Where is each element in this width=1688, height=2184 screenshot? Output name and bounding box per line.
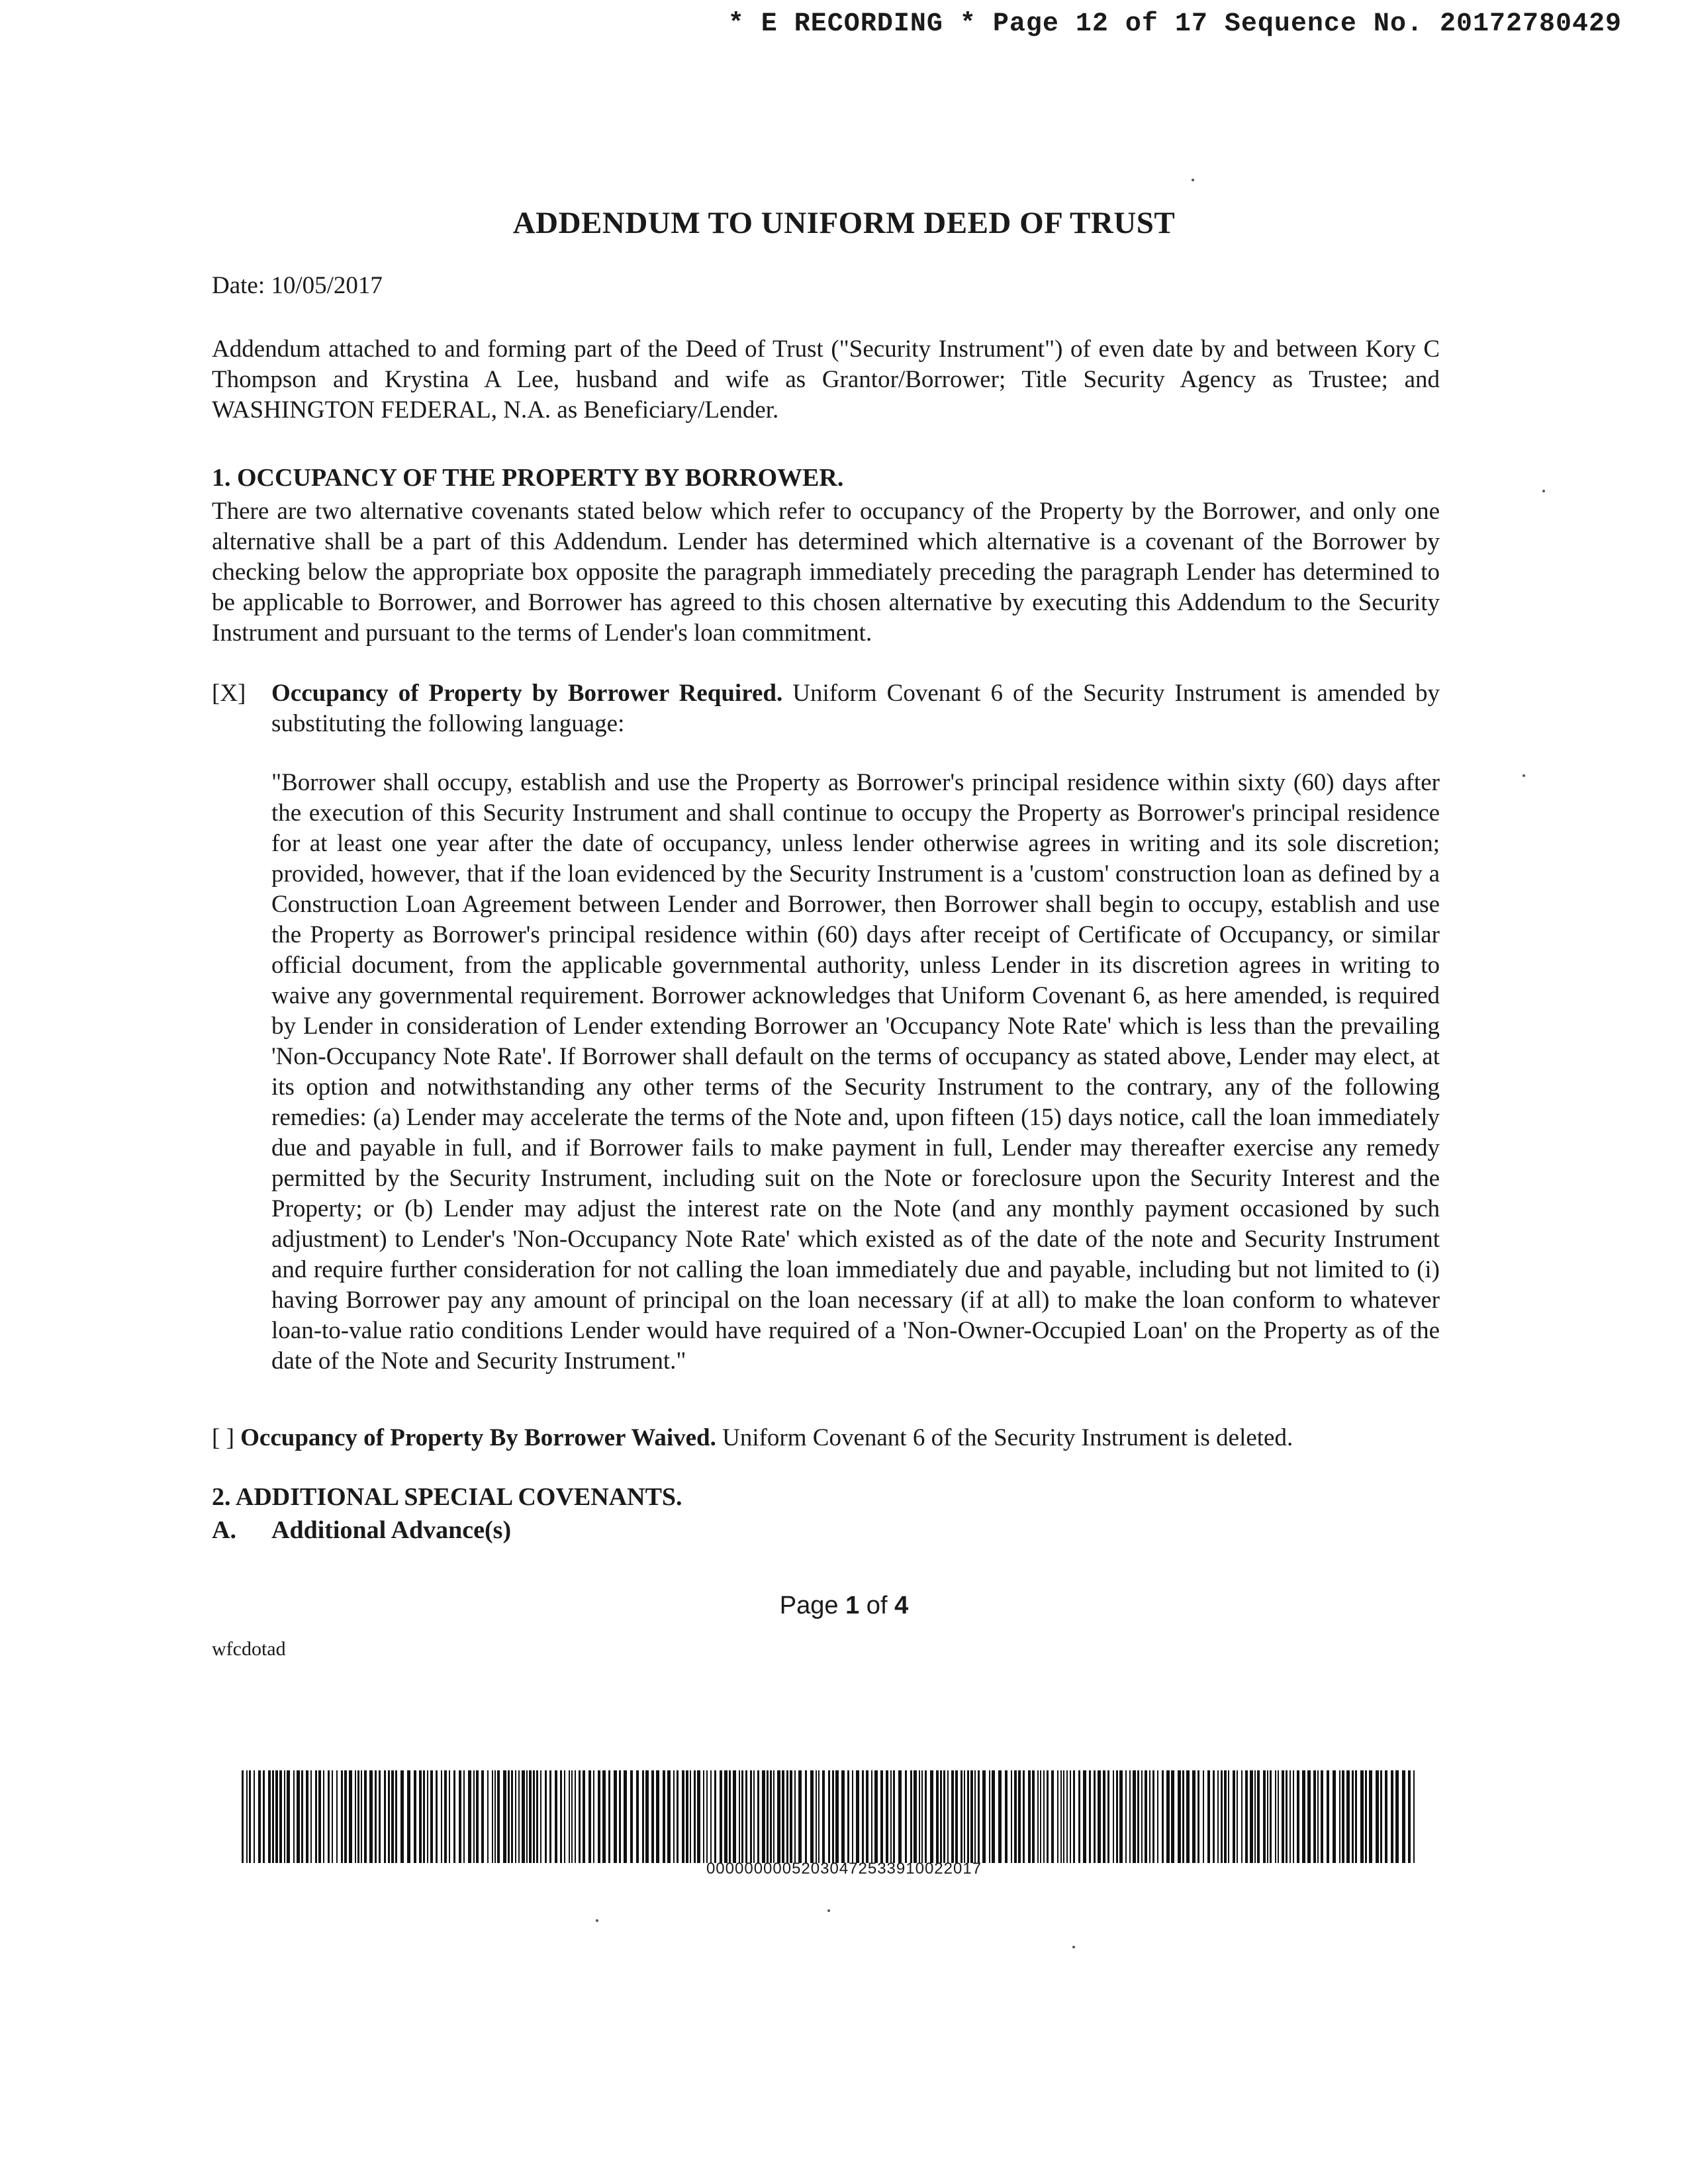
barcode-bar xyxy=(564,1770,565,1863)
barcode-bar xyxy=(602,1770,606,1863)
barcode-bar xyxy=(518,1770,520,1863)
barcode-bar xyxy=(540,1770,541,1863)
barcode-bar xyxy=(745,1770,747,1863)
barcode-bar xyxy=(357,1770,359,1863)
barcode-bar xyxy=(579,1770,581,1863)
barcode-bar xyxy=(1391,1770,1393,1863)
barcode-bar xyxy=(697,1770,700,1863)
barcode-bar xyxy=(310,1770,312,1863)
subsection-a-label: A. xyxy=(212,1516,236,1544)
barcode-bar xyxy=(407,1770,410,1863)
barcode-bar xyxy=(453,1770,455,1863)
barcode-bar xyxy=(1342,1770,1344,1863)
barcode-bar xyxy=(835,1770,839,1863)
barcode-bar xyxy=(805,1770,807,1863)
barcode-bar xyxy=(940,1770,942,1863)
barcode-bar xyxy=(1066,1770,1068,1863)
barcode-bar xyxy=(492,1770,493,1863)
barcode-bar xyxy=(1270,1770,1272,1863)
barcode-bar xyxy=(332,1770,333,1863)
barcode-bar xyxy=(816,1770,817,1863)
barcode-bar xyxy=(1408,1770,1411,1863)
barcode-bar xyxy=(1063,1770,1064,1863)
barcode-bar xyxy=(1317,1770,1319,1863)
barcode-bar xyxy=(444,1770,447,1863)
option-required-text xyxy=(271,678,1440,739)
barcode-bar xyxy=(720,1770,722,1863)
barcode-bar xyxy=(473,1770,475,1863)
barcode-bar xyxy=(522,1770,525,1863)
subsection-a xyxy=(212,1516,511,1545)
checkbox-waived-unchecked: [ ] xyxy=(212,1424,234,1451)
barcode-bar xyxy=(1237,1770,1238,1863)
barcode-bar xyxy=(1197,1770,1199,1863)
barcode-bar xyxy=(487,1770,489,1863)
barcode-bar xyxy=(898,1770,902,1863)
barcode-bar xyxy=(414,1770,416,1863)
barcode-bar xyxy=(1395,1770,1399,1863)
subsection-a-title: Additional Advance(s) xyxy=(271,1516,512,1544)
barcode-bar xyxy=(910,1770,912,1863)
barcode-bar xyxy=(1113,1770,1114,1863)
barcode-bar xyxy=(724,1770,727,1863)
barcode-bar xyxy=(1133,1770,1136,1863)
barcode-bar xyxy=(703,1770,704,1863)
barcode-bar xyxy=(706,1770,708,1863)
barcode-bar xyxy=(1137,1770,1139,1863)
barcode-bar xyxy=(1145,1770,1147,1863)
barcode-bar xyxy=(925,1770,927,1863)
barcode-bar xyxy=(1107,1770,1109,1863)
section-1-body: There are two alternative covenants stated below which refer to occupancy of the Property by the Borrower, and only one alternative shall be a part of this Addendum. Lender has determined which alternative is a covenant of the Borrower by checking below the appropriate box opposite the paragraph immediately preceding the paragraph Lender has determined to be applicable to Borrower, and Borrower has agreed to this chosen alternative by executing this Addendum to the Security Instrument and pursuant to the terms of Lender's loan commitment. xyxy=(212,498,1440,647)
barcode-bar xyxy=(1250,1770,1253,1863)
barcode-bar xyxy=(427,1770,428,1863)
barcode-bar xyxy=(874,1770,878,1863)
barcode-bar xyxy=(379,1770,381,1863)
barcode-bar xyxy=(624,1770,627,1863)
barcode-bar xyxy=(463,1770,465,1863)
barcode-bar xyxy=(936,1770,939,1863)
barcode-bar xyxy=(1245,1770,1248,1863)
barcode-bar xyxy=(1083,1770,1086,1863)
barcode-bar xyxy=(571,1770,573,1863)
barcode-bar xyxy=(293,1770,295,1863)
barcode-bar xyxy=(476,1770,479,1863)
barcode-bar xyxy=(272,1770,274,1863)
barcode-bar xyxy=(1005,1770,1008,1863)
barcode-bar xyxy=(757,1770,759,1863)
barcode-bar xyxy=(786,1770,788,1863)
barcode-bar xyxy=(1402,1770,1405,1863)
barcode-bar xyxy=(1267,1770,1268,1863)
barcode-bar xyxy=(1057,1770,1058,1863)
barcode-bar xyxy=(852,1770,853,1863)
barcode-bar xyxy=(1157,1770,1158,1863)
barcode-bar xyxy=(1032,1770,1035,1863)
checkbox-required-checked: [X] xyxy=(212,680,246,707)
barcode-bar xyxy=(677,1770,679,1863)
barcode-bar xyxy=(1103,1770,1105,1863)
barcode-bar xyxy=(1047,1770,1049,1863)
barcode-bar xyxy=(828,1770,830,1863)
barcode-bar xyxy=(989,1770,990,1863)
barcode-bar xyxy=(569,1770,570,1863)
barcode-bar xyxy=(1023,1770,1025,1863)
barcode-bar xyxy=(964,1770,965,1863)
barcode-bar xyxy=(880,1770,883,1863)
scan-speck xyxy=(1192,179,1194,181)
barcode-bar xyxy=(1224,1770,1227,1863)
barcode-bar xyxy=(1257,1770,1260,1863)
barcode-bar xyxy=(822,1770,825,1863)
barcode-bar xyxy=(336,1770,338,1863)
barcode-bar xyxy=(714,1770,716,1863)
barcode-bar xyxy=(810,1770,814,1863)
barcode-bar xyxy=(998,1770,1002,1863)
barcode-bar xyxy=(832,1770,834,1863)
barcode-bar xyxy=(275,1770,278,1863)
barcode-bar xyxy=(866,1770,868,1863)
barcode-bar xyxy=(1125,1770,1127,1863)
barcode-bar xyxy=(593,1770,594,1863)
barcode-bar xyxy=(388,1770,390,1863)
barcode-bar xyxy=(1297,1770,1299,1863)
document-title: ADDENDUM TO UNIFORM DEED OF TRUST xyxy=(512,206,1176,240)
barcode-bar xyxy=(919,1770,920,1863)
barcode-bar xyxy=(1302,1770,1305,1863)
barcode-bar xyxy=(583,1770,585,1863)
barcode-bar xyxy=(419,1770,422,1863)
barcode-bar xyxy=(690,1770,691,1863)
barcode-bar xyxy=(790,1770,792,1863)
barcode-bar xyxy=(315,1770,317,1863)
barcode-bar xyxy=(1116,1770,1118,1863)
barcode-bar xyxy=(529,1770,532,1863)
barcode-bar xyxy=(1360,1770,1364,1863)
barcode-bar xyxy=(391,1770,394,1863)
barcode-bar xyxy=(930,1770,933,1863)
barcode-bar xyxy=(982,1770,986,1863)
barcode-bar xyxy=(575,1770,576,1863)
barcode-bar xyxy=(739,1770,740,1863)
barcode-bar xyxy=(436,1770,438,1863)
barcode-bar xyxy=(1119,1770,1123,1863)
barcode-bar xyxy=(1028,1770,1031,1863)
barcode-bar xyxy=(1089,1770,1091,1863)
barcode-bar xyxy=(1182,1770,1184,1863)
barcode-bar xyxy=(1037,1770,1039,1863)
barcode-bar xyxy=(682,1770,684,1863)
scan-speck xyxy=(1523,774,1525,777)
scan-speck xyxy=(596,1919,598,1922)
barcode-bar xyxy=(750,1770,752,1863)
barcode-bar xyxy=(494,1770,496,1863)
barcode-bar xyxy=(1228,1770,1229,1863)
barcode-bar xyxy=(323,1770,324,1863)
barcode-bar xyxy=(651,1770,654,1863)
barcode-bar xyxy=(1221,1770,1223,1863)
barcode-bar xyxy=(306,1770,308,1863)
barcode-bar xyxy=(1178,1770,1181,1863)
barcode-bar xyxy=(297,1770,300,1863)
barcode-bar xyxy=(1286,1770,1288,1863)
barcode-bar xyxy=(951,1770,954,1863)
barcode-bar xyxy=(459,1770,461,1863)
document-date: Date: 10/05/2017 xyxy=(212,272,383,299)
barcode-number: 000000000520304725339100220​17 xyxy=(706,1860,982,1878)
barcode-bar xyxy=(992,1770,995,1863)
barcode-bar xyxy=(279,1770,282,1863)
barcode-bar xyxy=(468,1770,471,1863)
barcode-bar xyxy=(1263,1770,1266,1863)
barcode-bar xyxy=(1070,1770,1071,1863)
barcode-bar xyxy=(1346,1770,1350,1863)
barcode-bar xyxy=(967,1770,969,1863)
barcode-bar xyxy=(741,1770,743,1863)
barcode-bar xyxy=(914,1770,917,1863)
barcode-bar xyxy=(978,1770,980,1863)
barcode-bar xyxy=(1321,1770,1323,1863)
barcode-bar xyxy=(395,1770,397,1863)
barcode-bar xyxy=(369,1770,373,1863)
barcode-bar xyxy=(423,1770,425,1863)
barcode-bar xyxy=(1339,1770,1340,1863)
barcode-bar xyxy=(349,1770,352,1863)
barcode-bar xyxy=(1152,1770,1154,1863)
barcode-bar xyxy=(341,1770,343,1863)
barcode-bar xyxy=(794,1770,796,1863)
barcode-bar xyxy=(449,1770,450,1863)
page-word: Page xyxy=(779,1592,846,1619)
barcode-bar xyxy=(246,1770,248,1863)
barcode-bar xyxy=(1376,1770,1379,1863)
barcode-bar xyxy=(1149,1770,1150,1863)
barcode-bar xyxy=(263,1770,265,1863)
barcode-bar xyxy=(1014,1770,1017,1863)
barcode-bar xyxy=(361,1770,362,1863)
scan-speck xyxy=(1072,1946,1075,1948)
barcode-bar xyxy=(1078,1770,1080,1863)
barcode-bar xyxy=(729,1770,731,1863)
barcode-bar xyxy=(1098,1770,1101,1863)
barcode-bar xyxy=(1289,1770,1291,1863)
recording-header: * E RECORDING * Page 12 of 17 Sequence No. 20172780429 xyxy=(727,9,1622,39)
barcode-bar xyxy=(344,1770,347,1863)
barcode-bar xyxy=(974,1770,976,1863)
option-occupancy-waived xyxy=(212,1423,1440,1453)
barcode-bar xyxy=(656,1770,659,1863)
barcode-bar xyxy=(921,1770,923,1863)
barcode-bar xyxy=(753,1770,755,1863)
barcode-bar xyxy=(893,1770,895,1863)
barcode-bar xyxy=(1380,1770,1382,1863)
barcode-bar xyxy=(667,1770,671,1863)
barcode-bar xyxy=(533,1770,535,1863)
barcode-bar xyxy=(905,1770,907,1863)
barcode-bar xyxy=(526,1770,528,1863)
barcode-bar xyxy=(588,1770,591,1863)
covenant-quote: "Borrower shall occupy, establish and use the Property as Borrower's principal residence within sixty (60) days after the execution of this Security Instrument and shall continue to occupy the Property as Borrower's principal residence for at least one year after the date of occupancy, unless lender otherwise agrees in writing and its sole discretion; provided, however, that if the loan evidenced by the Security Instrument is a 'custom' construction loan as defined by a Construction Loan Agreement between Lender and Borrower, then Borrower shall begin to occupy, establish and use the Property as Borrower's principal residence within (60) days after receipt of Certificate of Occupancy, or similar official document, from the applicable governmental authority, unless Lender in its discretion agrees in writing to waive any governmental requirement. Borrower acknowledges that Uniform Covenant 6, as here amended, is required by Lender in consideration of Lender extending Borrower an 'Occupancy Note Rate' which is less than the prevailing 'Non-Occupancy Note Rate'. If Borrower shall default on the terms of occupancy as stated above, Lender may elect, at its option and notwithstanding any other terms of the Security Instrument to the contrary, any of the following remedies: (a) Lender may accelerate the terms of the Note and, upon fifteen (15) days notice, call the loan immediately due and payable in full, and if Borrower fails to make payment in full, Lender may thereafter exercise any remedy permitted by the Security Instrument, including suit on the Note or foreclosure upon the Security Interest and the Property; or (b) Lender may adjust the interest rate on the Note (and any monthly payment occasioned by such adjustment) to Lender's 'Non-Occupancy Note Rate' which existed as of the date of the note and Security Instrument and require further consideration for not calling the loan immediately due and payable, including but not limited to (i) having Borrower pay any amount of principal on the loan necessary (if at all) to make the loan conform to whatever loan-to-value ratio conditions Lender would have required of a 'Non-Owner-Occupied Loan' on the Property as of the date of the Note and Security Instrument." xyxy=(271,769,1440,1375)
barcode-bar xyxy=(545,1770,547,1863)
barcode-bar xyxy=(1129,1770,1131,1863)
page-number xyxy=(0,1592,1688,1620)
barcode-bar xyxy=(1355,1770,1357,1863)
barcode-bar xyxy=(1233,1770,1235,1863)
barcode-bar xyxy=(560,1770,562,1863)
barcode-bar xyxy=(511,1770,513,1863)
barcode-bar xyxy=(536,1770,538,1863)
barcode-bar xyxy=(254,1770,255,1863)
page-of: of xyxy=(859,1592,895,1619)
barcode-bar xyxy=(619,1770,621,1863)
scan-speck xyxy=(1542,490,1545,492)
barcode-bar xyxy=(375,1770,377,1863)
barcode-bar xyxy=(242,1770,244,1863)
barcode-bar xyxy=(818,1770,820,1863)
barcode-bar xyxy=(955,1770,958,1863)
page-current: 1 xyxy=(845,1592,860,1619)
barcode-bar xyxy=(1141,1770,1143,1863)
barcode-bar xyxy=(608,1770,610,1863)
section-2-heading: 2. ADDITIONAL SPECIAL COVENANTS. xyxy=(212,1483,682,1511)
barcode-bar xyxy=(1352,1770,1354,1863)
barcode-bar xyxy=(555,1770,557,1863)
barcode-bar xyxy=(1241,1770,1243,1863)
barcode-bar xyxy=(777,1770,780,1863)
barcode-bar xyxy=(1385,1770,1387,1863)
barcode-bar xyxy=(673,1770,675,1863)
barcode-bar xyxy=(249,1770,251,1863)
option-occupancy-required xyxy=(212,678,1440,739)
barcode-bar xyxy=(1018,1770,1021,1863)
barcode-bar xyxy=(508,1770,510,1863)
barcode-bar xyxy=(1043,1770,1045,1863)
barcode-bar xyxy=(961,1770,962,1863)
barcode-bar xyxy=(1051,1770,1054,1863)
barcode-bar xyxy=(1213,1770,1215,1863)
section-1-heading: 1. OCCUPANCY OF THE PROPERTY BY BORROWER. xyxy=(212,464,844,492)
barcode-bar xyxy=(694,1770,696,1863)
barcode-bar xyxy=(871,1770,872,1863)
barcode-bar xyxy=(384,1770,386,1863)
barcode-bar xyxy=(549,1770,551,1863)
barcode-bar xyxy=(762,1770,765,1863)
barcode xyxy=(242,1770,1420,1863)
scan-speck xyxy=(827,1909,830,1912)
barcode-bar xyxy=(798,1770,802,1863)
barcode-bar xyxy=(1254,1770,1256,1863)
barcode-bar xyxy=(773,1770,774,1863)
barcode-bar xyxy=(1011,1770,1012,1863)
barcode-bar xyxy=(862,1770,864,1863)
barcode-bar xyxy=(1333,1770,1336,1863)
form-code: wfcdotad xyxy=(212,1638,286,1660)
barcode-bar xyxy=(686,1770,688,1863)
barcode-bar xyxy=(1073,1770,1075,1863)
barcode-bar xyxy=(1365,1770,1367,1863)
barcode-bar xyxy=(497,1770,500,1863)
barcode-bar xyxy=(1307,1770,1311,1863)
barcode-bar xyxy=(1275,1770,1276,1863)
barcode-bar xyxy=(598,1770,600,1863)
barcode-bar xyxy=(1040,1770,1041,1863)
barcode-bar xyxy=(301,1770,303,1863)
barcode-bar xyxy=(1369,1770,1372,1863)
barcode-bar xyxy=(642,1770,644,1863)
barcode-bar xyxy=(947,1770,949,1863)
page-total: 4 xyxy=(894,1592,909,1619)
barcode-bar xyxy=(515,1770,516,1863)
barcode-bar xyxy=(770,1770,772,1863)
barcode-bar xyxy=(318,1770,321,1863)
barcode-bar xyxy=(355,1770,356,1863)
barcode-bar xyxy=(1293,1770,1294,1863)
barcode-bar xyxy=(430,1770,433,1863)
barcode-bar xyxy=(268,1770,271,1863)
option-required-description: Uniform Covenant 6 of the Security Instrument is amended by substituting the following language: xyxy=(271,680,1440,737)
barcode-bar xyxy=(1203,1770,1204,1863)
barcode-bar xyxy=(328,1770,330,1863)
barcode-bar xyxy=(1166,1770,1170,1863)
intro-paragraph: Addendum attached to and forming part of the Deed of Trust ("Security Instrument") of even date by and between Kory C Thompson and Krystina A Lee, husband and wife as Grantor/Borrower; Title Security Agency as Trustee; and WASHINGTON FEDERAL, N.A. as Beneficiary/Lender. xyxy=(212,336,1440,424)
barcode-bar xyxy=(284,1770,285,1863)
barcode-bar xyxy=(1413,1770,1415,1863)
barcode-bar xyxy=(636,1770,639,1863)
barcode-bar xyxy=(1327,1770,1329,1863)
barcode-bar xyxy=(847,1770,849,1863)
barcode-bar xyxy=(1313,1770,1316,1863)
barcode-bar xyxy=(503,1770,506,1863)
barcode-bar xyxy=(733,1770,736,1863)
barcode-bar xyxy=(1060,1770,1062,1863)
barcode-bar xyxy=(1278,1770,1279,1863)
barcode-bar xyxy=(841,1770,845,1863)
barcode-bar xyxy=(767,1770,769,1863)
option-waived-title: Occupancy of Property By Borrower Waived. xyxy=(240,1424,716,1451)
barcode-bar xyxy=(364,1770,367,1863)
barcode-bar xyxy=(481,1770,484,1863)
barcode-bar xyxy=(614,1770,617,1863)
barcode-bar xyxy=(258,1770,261,1863)
barcode-bar xyxy=(1162,1770,1164,1863)
barcode-bar xyxy=(890,1770,892,1863)
barcode-bar xyxy=(886,1770,888,1863)
barcode-bar xyxy=(400,1770,404,1863)
barcode-bar xyxy=(970,1770,973,1863)
barcode-bar xyxy=(1186,1770,1190,1863)
barcode-bar xyxy=(645,1770,649,1863)
barcode-bar xyxy=(1207,1770,1210,1863)
option-required-title: Occupancy of Property by Borrower Required. xyxy=(271,680,783,707)
barcode-bar xyxy=(287,1770,290,1863)
barcode-bar xyxy=(630,1770,633,1863)
barcode-bar xyxy=(1171,1770,1174,1863)
barcode-bar xyxy=(663,1770,665,1863)
barcode-bar xyxy=(1217,1770,1219,1863)
option-waived-description: Uniform Covenant 6 of the Security Instrument is deleted. xyxy=(716,1424,1293,1451)
barcode-bar xyxy=(782,1770,784,1863)
barcode-bar xyxy=(943,1770,945,1863)
barcode-bar xyxy=(710,1770,712,1863)
barcode-bar xyxy=(441,1770,442,1863)
barcode-bar xyxy=(1282,1770,1284,1863)
barcode-bar xyxy=(856,1770,859,1863)
barcode-bar xyxy=(1192,1770,1196,1863)
barcode-bar xyxy=(1094,1770,1096,1863)
